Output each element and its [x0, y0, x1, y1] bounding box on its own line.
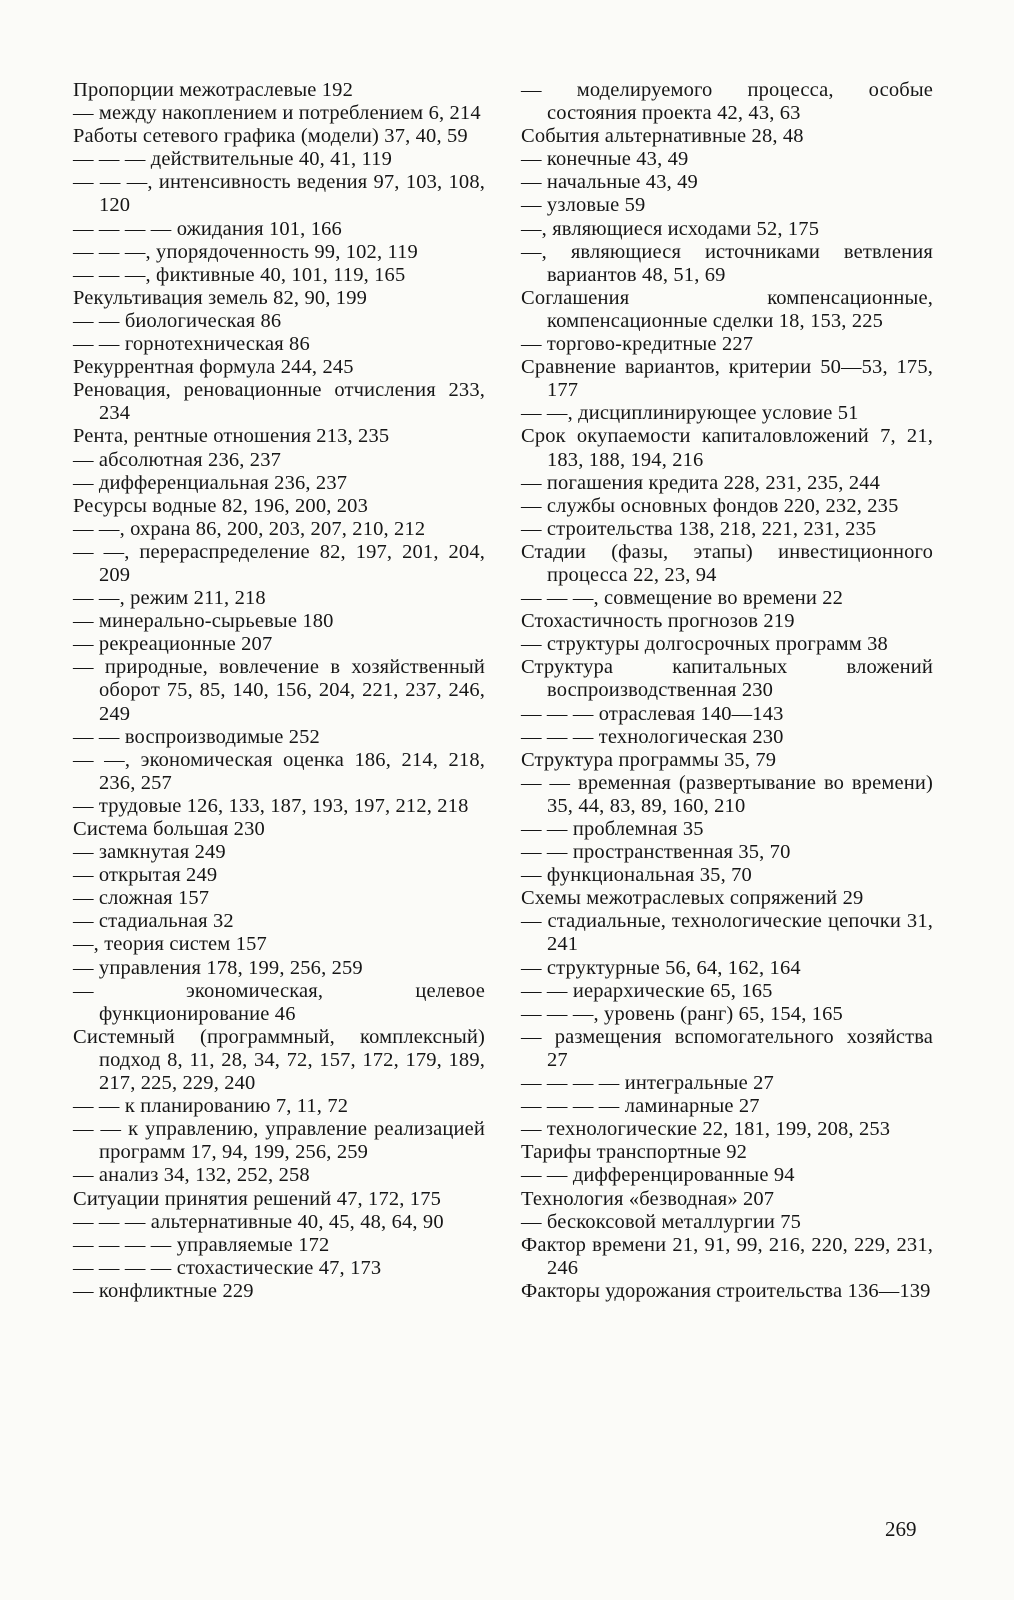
index-entry: — —, охрана 86, 200, 203, 207, 210, 212 — [73, 517, 426, 540]
index-entry: Работы сетевого графика (модели) 37, 40, 59 — [73, 125, 468, 148]
index-entry: Тарифы транспортные 92 — [521, 1141, 748, 1164]
index-entry: Ситуации принятия решений 47, 172, 175 — [73, 1187, 441, 1210]
index-entry: Рента, рентные отношения 213, 235 — [73, 425, 390, 448]
index-entry: — минерально-сырьевые 180 — [73, 610, 334, 633]
index-entry: —, являющиеся исходами 52, 175 — [521, 217, 820, 240]
index-entry: Ресурсы водные 82, 196, 200, 203 — [73, 494, 368, 517]
index-entry: — стадиальная 32 — [73, 910, 234, 933]
index-entry: — конфликтные 229 — [73, 1279, 254, 1302]
index-entry: — между накоплением и потреблением 6, 214 — [73, 102, 481, 125]
index-entry: — — — — ламинарные 27 — [521, 1095, 760, 1118]
index-entry: — моделируемого процесса, особые состояния проекта 42, 43, 63 — [521, 79, 933, 125]
index-entry: — анализ 34, 132, 252, 258 — [73, 1164, 310, 1187]
index-entry: Пропорции межотраслевые 192 — [73, 79, 353, 101]
index-entry: — торгово-кредитные 227 — [521, 333, 754, 356]
index-entry: Реновация, реновационные отчисления 233, 234 — [73, 379, 485, 425]
index-entry: — — — — интегральные 27 — [521, 1072, 774, 1095]
index-entry: — — дифференцированные 94 — [521, 1164, 795, 1187]
index-entry: — погашения кредита 228, 231, 235, 244 — [521, 471, 881, 494]
index-entry: — структуры долгосрочных программ 38 — [521, 633, 888, 656]
index-entry: Рекуррентная формула 244, 245 — [73, 356, 354, 379]
index-entry: Фактор времени 21, 91, 99, 216, 220, 229, 231, 246 — [521, 1233, 933, 1279]
index-entry: — трудовые 126, 133, 187, 193, 197, 212, 218 — [73, 794, 469, 817]
index-entry: — — биологическая 86 — [73, 309, 282, 332]
index-column-right — [521, 79, 933, 1303]
index-entry: — — — — ожидания 101, 166 — [73, 217, 342, 240]
index-entry: — — пространственная 35, 70 — [521, 841, 791, 864]
index-entry: Структура программы 35, 79 — [521, 748, 777, 771]
index-entry: — абсолютная 236, 237 — [73, 448, 281, 471]
index-entry: — —, режим 211, 218 — [73, 587, 266, 610]
index-entry: —, теория систем 157 — [73, 933, 267, 956]
index-entry: — — —, упорядоченность 99, 102, 119 — [73, 240, 418, 263]
index-entry: — — — отраслевая 140—143 — [521, 702, 784, 725]
index-entry: — конечные 43, 49 — [521, 148, 689, 171]
index-entry: Система большая 230 — [73, 818, 265, 840]
index-entry: — — — — управляемые 172 — [73, 1233, 330, 1256]
page-number: 269 — [885, 1517, 917, 1541]
index-entry: Срок окупаемости капиталовложений 7, 21, 183, 188, 194, 216 — [521, 425, 933, 471]
index-entry: — — к управлению, управление реализацией программ 17, 94, 199, 256, 259 — [73, 1118, 485, 1164]
index-entry: — функциональная 35, 70 — [521, 864, 752, 887]
index-entry: — — временная (развертывание во времени) 35, 44, 83, 89, 160, 210 — [521, 771, 933, 817]
index-entry: — структурные 56, 64, 162, 164 — [521, 956, 801, 979]
index-entry: — экономическая, целевое функционирование 46 — [73, 979, 485, 1025]
index-entry: — — горнотехническая 86 — [73, 333, 310, 356]
index-entry: — строительства 138, 218, 221, 231, 235 — [521, 517, 877, 540]
index-entry: Сравнение вариантов, критерии 50—53, 175, 177 — [521, 356, 933, 402]
index-entry: — бескоксовой металлургии 75 — [521, 1210, 802, 1233]
index-entry: — природные, вовлечение в хозяйственный оборот 75, 85, 140, 156, 204, 221, 237, 246, 249 — [73, 656, 485, 725]
index-entry: Структура капитальных вложений воспроизводственная 230 — [521, 656, 933, 702]
index-entry: — — —, уровень (ранг) 65, 154, 165 — [521, 1002, 843, 1025]
index-entry: — — — действительные 40, 41, 119 — [73, 148, 392, 171]
index-entry: — — —, фиктивные 40, 101, 119, 165 — [73, 263, 406, 286]
index-entry: — — иерархические 65, 165 — [521, 979, 773, 1002]
index-entry: Факторы удорожания строительства 136—139 — [521, 1279, 931, 1302]
index-entry: Рекультивация земель 82, 90, 199 — [73, 286, 368, 309]
index-entry: — дифференциальная 236, 237 — [73, 471, 348, 494]
index-entry: — рекреационные 207 — [73, 633, 273, 656]
index-entry: — —, дисциплинирующее условие 51 — [521, 402, 859, 425]
index-entry: Системный (программный, комплексный) подход 8, 11, 28, 34, 72, 157, 172, 179, 189, 217, 225, 229, 240 — [73, 1025, 485, 1095]
index-entry: — замкнутая 249 — [73, 841, 226, 864]
index-entry: — —, экономическая оценка 186, 214, 218, 236, 257 — [73, 748, 485, 794]
index-entry: Схемы межотраслевых сопряжений 29 — [521, 887, 864, 910]
index-entry: — сложная 157 — [73, 887, 210, 910]
index-entry: — — — технологическая 230 — [521, 725, 784, 748]
index-entry: — службы основных фондов 220, 232, 235 — [521, 494, 899, 517]
index-entry: — управления 178, 199, 256, 259 — [73, 956, 363, 979]
index-entry: Технология «безводная» 207 — [521, 1187, 775, 1210]
index-entry: — узловые 59 — [521, 194, 646, 217]
index-entry: — — проблемная 35 — [521, 818, 704, 840]
index-entry: События альтернативные 28, 48 — [521, 125, 804, 148]
index-entry: — открытая 249 — [73, 864, 218, 887]
index-entry: — — к планированию 7, 11, 72 — [73, 1095, 349, 1118]
index-entry: —, являющиеся источниками ветвления вариантов 48, 51, 69 — [521, 240, 933, 286]
index-entry: — начальные 43, 49 — [521, 171, 698, 194]
index-entry: — — —, совмещение во времени 22 — [521, 587, 844, 610]
index-entry: — — — — стохастические 47, 173 — [73, 1256, 382, 1279]
index-entry: — —, перераспределение 82, 197, 201, 204, 209 — [73, 540, 485, 586]
index-entry: Стохастичность прогнозов 219 — [521, 610, 795, 633]
index-entry: — — воспроизводимые 252 — [73, 725, 320, 748]
index-entry: — размещения вспомогательного хозяйства 27 — [521, 1025, 933, 1071]
index-entry: Соглашения компенсационные, компенсационные сделки 18, 153, 225 — [521, 286, 933, 332]
index-entry: — технологические 22, 181, 199, 208, 253 — [521, 1118, 891, 1141]
index-entry: Стадии (фазы, этапы) инвестиционного процесса 22, 23, 94 — [521, 540, 933, 586]
index-column-left — [73, 79, 485, 1303]
index-entry: — — —, интенсивность ведения 97, 103, 108, 120 — [73, 171, 485, 217]
index-entry: — стадиальные, технологические цепочки 31, 241 — [521, 910, 933, 956]
index-entry: — — — альтернативные 40, 45, 48, 64, 90 — [73, 1210, 444, 1233]
